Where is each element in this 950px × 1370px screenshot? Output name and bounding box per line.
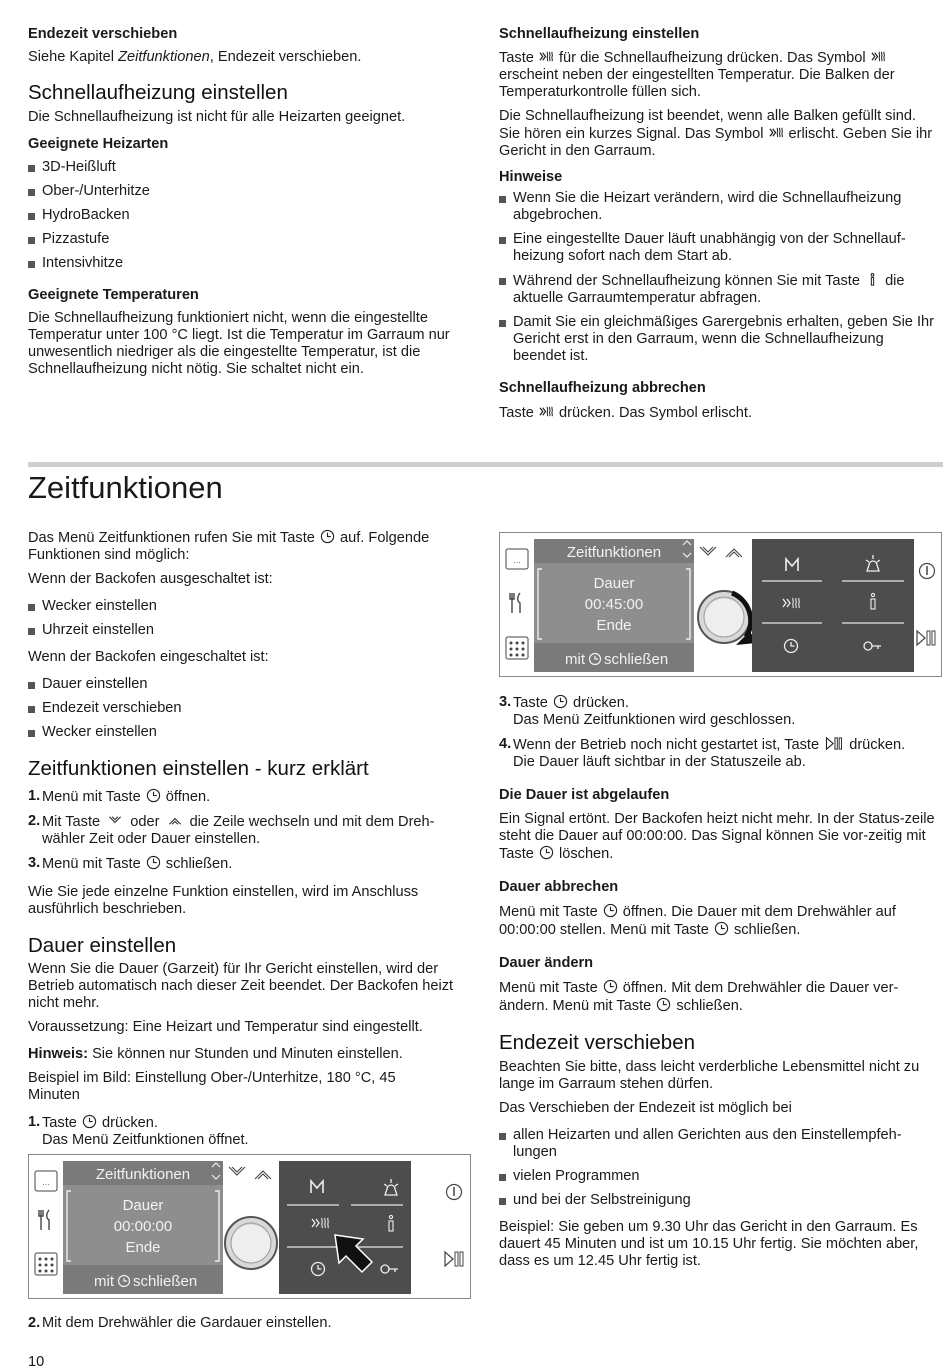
clock-icon [603, 979, 618, 994]
display-footer-schliessen: schließen [133, 1273, 198, 1290]
ausgeschaltet-text: Wenn der Backofen ausgeschaltet ist: [28, 571, 273, 587]
rapid-heat-icon [539, 49, 554, 64]
scroll-down-button[interactable] [229, 1167, 245, 1175]
chevron-up-icon [165, 813, 185, 828]
display-menu-title: Zeitfunktionen [95, 1166, 191, 1183]
oven-control-panel-1 [28, 1154, 471, 1299]
step-item: 4. Wenn der Betrieb noch nicht gestartet ist, Taste drücken. Die Dauer läuft sichtbar in der Statuszeile ab. [499, 736, 906, 770]
list-item: und bei der Selbstreinigung [499, 1192, 939, 1209]
list-item: Intensivhitze [28, 255, 468, 272]
clock-icon [714, 921, 729, 936]
moeglich-list [499, 1127, 939, 1209]
einstellen-heading: Schnellaufheizung einstellen [499, 26, 700, 42]
list-item: Damit Sie ein gleichmäßiges Garergebnis erhalten, geben Sie Ihr Gericht erst in den Garraum, wenn die Schnellaufheizung beendet ist. [499, 314, 939, 365]
rapid-heat-icon [871, 49, 886, 64]
cutlery-button[interactable] [35, 1207, 57, 1233]
display-line-time: 00:45:00 [584, 596, 644, 613]
dauer-text: Wenn Sie die Dauer (Garzeit) für Ihr Gericht einstellen, wird der Betrieb automatisch nach dieser Zeit beendet. Der Backofen heizt nicht mehr. [28, 961, 454, 1011]
clock-icon [603, 903, 618, 918]
step-item: 2. Mit dem Drehwähler die Gardauer einstellen. [28, 1315, 332, 1331]
moeglich-text: Das Verschieben der Endezeit ist möglich bei [499, 1100, 792, 1116]
list-item: HydroBacken [28, 207, 468, 224]
start-pause-icon [824, 736, 844, 751]
list-item: Uhrzeit einstellen [28, 622, 468, 639]
endezeit-text: Beachten Sie bitte, dass leicht verderbliche Lebensmittel nicht zu lange im Garraum stehen dürfen. [499, 1059, 920, 1092]
scroll-up-button[interactable] [255, 1171, 271, 1179]
schnellaufheizung-title: Schnellaufheizung einstellen [28, 81, 288, 104]
clock-icon [539, 845, 554, 860]
display-footer-mit: mit [565, 651, 585, 668]
right-column [499, 694, 939, 1270]
step-item: 1. Taste drücken. Das Menü Zeitfunktionen öffnet. [28, 1114, 249, 1148]
temperaturen-heading: Geeignete Temperaturen [28, 287, 199, 303]
chevron-down-icon [105, 813, 125, 828]
hinweise-heading: Hinweise [499, 169, 563, 185]
beispiel-text: Beispiel im Bild: Einstellung Ober-/Unterhitze, 180 °C, 45 Minuten [28, 1070, 396, 1103]
clock-icon [146, 788, 161, 803]
kurz-erklaert-title: Zeitfunktionen einstellen - kurz erklärt [28, 757, 369, 780]
start-pause-button[interactable] [445, 1252, 463, 1266]
clock-icon [82, 1114, 97, 1129]
list-item: Während der Schnellaufheizung können Sie mit Taste die aktuelle Garraumtemperatur abfragen. [499, 272, 939, 307]
dauer-einstellen-title: Dauer einstellen [28, 934, 177, 957]
scroll-down-button[interactable] [700, 547, 716, 555]
display-line-dauer: Dauer [593, 575, 635, 592]
dauer-aendern-heading: Dauer ändern [499, 955, 594, 971]
oven-control-panel-2 [499, 532, 942, 677]
left-column [28, 529, 468, 1149]
hinweise-list [499, 190, 939, 365]
dauer-steps-right [499, 694, 939, 771]
list-item: Wecker einstellen [28, 598, 468, 615]
list-item: Wenn Sie die Heizart verändern, wird die Schnellaufheizung abgebrochen. [499, 190, 939, 224]
list-item: vielen Programmen [499, 1168, 939, 1185]
voraussetzung-text: Voraussetzung: Eine Heizart und Temperatur sind eingestellt. [28, 1019, 423, 1035]
start-pause-button[interactable] [917, 631, 935, 645]
abbrechen-heading: Schnellaufheizung abbrechen [499, 380, 706, 396]
dauer-steps-continued [28, 1315, 468, 1332]
svg-text:…: … [513, 556, 521, 565]
abbrechen-text: Taste drücken. Das Symbol erlischt. [499, 405, 753, 421]
display-line-ende: Ende [125, 1239, 161, 1256]
clock-icon [320, 529, 335, 544]
list-item: Ober-/Unterhitze [28, 183, 468, 200]
zeit-intro: Das Menü Zeitfunktionen rufen Sie mit Taste auf. Folgende Funktionen sind möglich: [28, 530, 430, 563]
endezeit-heading: Endezeit verschieben [28, 26, 178, 42]
dauer-abbrechen-heading: Dauer abbrechen [499, 879, 619, 895]
temperaturen-text: Die Schnellaufheizung funktioniert nicht, wenn die eingestellte Temperatur unter 100 °C liegt. Ist die Temperatur im Garraum nur unwesentlich niedriger als die eingestellte Temperatur, ist die Schnellaufheizung nicht nötig. Sie schaltet nicht ein. [28, 310, 450, 377]
ausgeschaltet-list [28, 598, 468, 639]
rapid-heat-icon [539, 404, 554, 419]
grid-button[interactable] [506, 637, 528, 659]
dauer-aendern-text: Menü mit Taste öffnen. Mit dem Drehwähler die Dauer ver-ändern. Menü mit Taste schließen. [499, 980, 899, 1014]
kurz-steps [28, 788, 468, 873]
abgelaufen-text: Ein Signal ertönt. Der Backofen heizt nicht mehr. In der Status-zeile steht die Dauer auf 00:00:00. Das Signal können Sie vor-zeitig mit Taste löschen. [499, 811, 935, 862]
clock-icon [553, 694, 568, 709]
schnellaufheizung-intro: Die Schnellaufheizung ist nicht für alle Heizarten geeignet. [28, 109, 406, 125]
display-line-dauer: Dauer [122, 1197, 164, 1214]
beendet-text: Die Schnellaufheizung ist beendet, wenn alle Balken gefüllt sind. Sie hören ein kurzes Signal. Das Symbol erlischt. Geben Sie ihr Gericht in den Garraum. [499, 108, 933, 159]
menu-button[interactable] [35, 1171, 57, 1191]
list-item: 3D-Heißluft [28, 159, 468, 176]
step-item: 2. Mit Taste oder die Zeile wechseln und mit dem Dreh-wähler Zeit oder Dauer einstellen. [28, 813, 435, 847]
anschluss-text: Wie Sie jede einzelne Funktion einstellen, wird im Anschluss ausführlich beschrieben. [28, 884, 419, 917]
eingeschaltet-list [28, 676, 468, 741]
clock-icon [146, 855, 161, 870]
power-button[interactable] [920, 564, 935, 579]
step-item: 3. Taste drücken. Das Menü Zeitfunktionen wird geschlossen. [499, 694, 796, 728]
heizarten-heading: Geeignete Heizarten [28, 136, 169, 152]
cutlery-button[interactable] [510, 593, 520, 613]
function-grid [752, 539, 914, 672]
power-button[interactable] [447, 1185, 462, 1200]
heizarten-list [28, 159, 468, 272]
rotary-knob[interactable] [225, 1217, 277, 1269]
list-item: Pizzastufe [28, 231, 468, 248]
top-right-column [499, 26, 939, 422]
list-item: Dauer einstellen [28, 676, 468, 693]
hinweis-text: Hinweis: Sie können nur Stunden und Minuten einstellen. [28, 1046, 403, 1062]
abgelaufen-heading: Die Dauer ist abgelaufen [499, 787, 670, 803]
list-item: allen Heizarten und allen Gerichten aus den Einstellempfeh-lungen [499, 1127, 939, 1161]
step-item: 3. Menü mit Taste schließen. [28, 855, 233, 872]
dauer-abbrechen-text: Menü mit Taste öffnen. Die Dauer mit dem Drehwähler auf 00:00:00 stellen. Menü mit Taste schließen. [499, 904, 896, 938]
display-line-ende: Ende [596, 617, 632, 634]
display-menu-title: Zeitfunktionen [566, 544, 662, 561]
info-icon [865, 272, 880, 287]
display-footer-mit: mit [94, 1273, 114, 1290]
menu-button[interactable] [506, 549, 528, 569]
page-number: 10 [28, 1354, 45, 1370]
top-left-column [28, 26, 468, 378]
endezeit-title: Endezeit verschieben [499, 1031, 696, 1054]
display-line-time: 00:00:00 [113, 1218, 173, 1235]
section-title: Zeitfunktionen [28, 470, 223, 505]
grid-button[interactable] [35, 1253, 57, 1275]
display-footer-schliessen: schließen [604, 651, 669, 668]
rapid-heat-icon [769, 125, 784, 140]
step-2-container [28, 1315, 468, 1332]
list-item: Endezeit verschieben [28, 700, 468, 717]
scroll-up-button[interactable] [726, 549, 742, 557]
endezeit-reference: Siehe Kapitel Zeitfunktionen, Endezeit verschieben. [28, 49, 362, 65]
section-divider [28, 462, 943, 467]
dauer-steps [28, 1114, 468, 1149]
list-item: Eine eingestellte Dauer läuft unabhängig von der Schnellauf-heizung sofort nach dem Start ab. [499, 231, 939, 265]
einstellen-text: Taste für die Schnellaufheizung drücken. Das Symbol erscheint neben der eingestellten Temperatur. Die Balken der Temperaturkontrolle füllen sich. [499, 50, 895, 100]
svg-text:…: … [42, 1178, 50, 1187]
clock-icon [656, 997, 671, 1012]
eingeschaltet-text: Wenn der Backofen eingeschaltet ist: [28, 649, 269, 665]
list-item: Wecker einstellen [28, 724, 468, 741]
step-item: 1. Menü mit Taste öffnen. [28, 788, 211, 805]
endezeit-beispiel-text: Beispiel: Sie geben um 9.30 Uhr das Gericht in den Garraum. Es dauert 45 Minuten und ist um 10.15 Uhr fertig. Sie möchten aber, dass es um 12.45 Uhr fertig ist. [499, 1219, 919, 1269]
